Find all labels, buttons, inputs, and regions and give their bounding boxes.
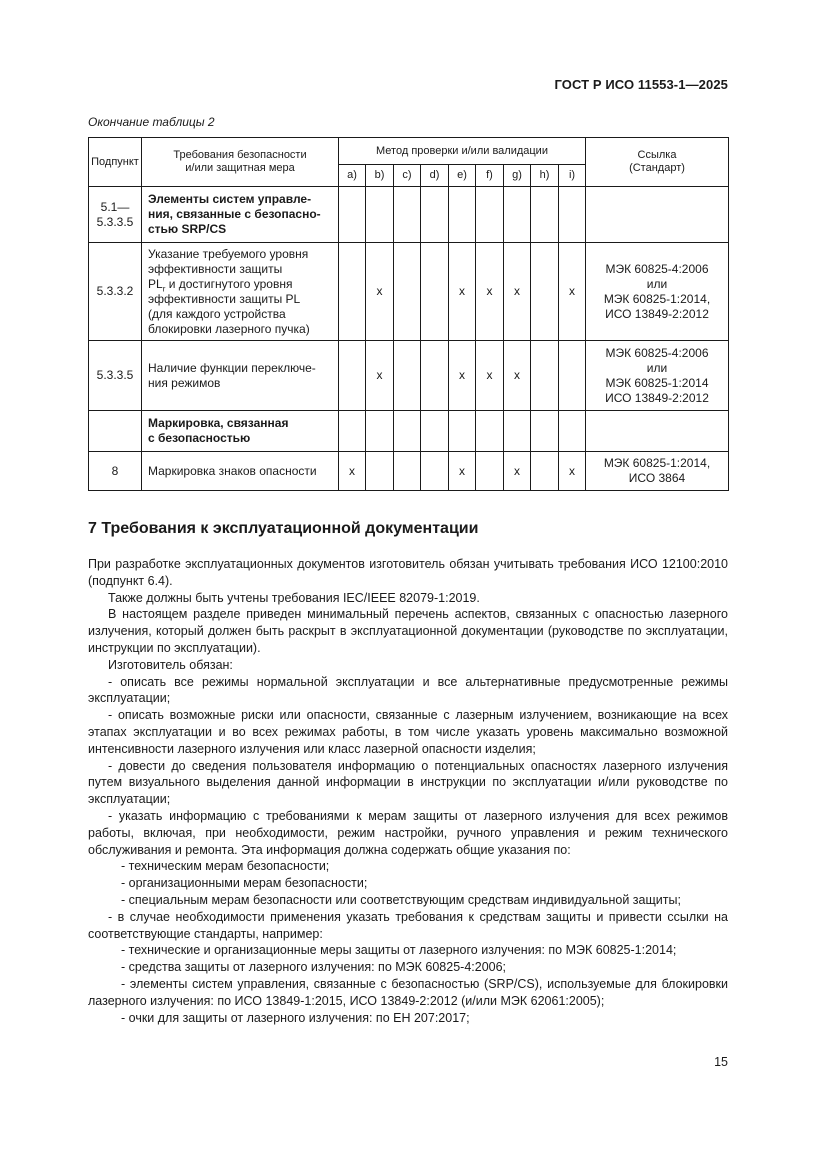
req-text: PL xyxy=(148,276,163,291)
mark-cell xyxy=(421,341,449,411)
row-reference xyxy=(586,187,729,243)
req-line: ния, связанные с безопасно- xyxy=(148,207,321,221)
ref-line: МЭК 60825-1:2014, xyxy=(603,291,711,306)
ref-line: МЭК 60825-1:2014, xyxy=(603,456,711,470)
ref-line: или xyxy=(646,276,668,291)
row-requirement xyxy=(142,187,339,243)
mark-cell: x xyxy=(504,243,531,341)
head-method-col: c) xyxy=(394,165,421,187)
sub-bullet-item: - средства защиты от лазерного излучения: по МЭК 60825-4:2006; xyxy=(121,960,507,975)
bullet-item: - довести до сведения пользователя информацию о потенциальных опасностях лазерного излучения путем визуального выделения данной информации в инструкции по эксплуатации и/или руководстве по эксплуатации; xyxy=(88,758,728,807)
mark-cell xyxy=(339,243,366,341)
ref-line: или xyxy=(646,360,668,375)
req-line: Маркировка знаков опасности xyxy=(148,463,317,478)
row-requirement xyxy=(142,243,339,341)
req-line: ния режимов xyxy=(148,375,221,390)
mark-cell xyxy=(421,243,449,341)
ref-line: ИСО 3864 xyxy=(628,471,686,485)
req-line: блокировки лазерного пучка) xyxy=(148,321,310,336)
head-method-col: h) xyxy=(531,165,559,187)
mark-cell xyxy=(339,341,366,411)
paragraph: Изготовитель обязан: xyxy=(108,657,233,672)
verification-table xyxy=(88,137,729,491)
mark-cell xyxy=(531,341,559,411)
paragraph: При разработке эксплуатационных документов изготовитель обязан учитывать требования ИСО 12100:2010 (подпункт 6.4). xyxy=(88,557,728,588)
row-requirement xyxy=(142,452,339,491)
table-caption: Окончание таблицы 2 xyxy=(88,115,215,129)
table-row xyxy=(89,341,729,411)
head-method-col: g) xyxy=(504,165,531,187)
ref-line: МЭК 60825-4:2006 xyxy=(605,261,709,276)
row-subclause: 5.3.3.5 xyxy=(89,341,142,411)
row-reference xyxy=(586,411,729,452)
mark-cell xyxy=(504,411,531,452)
mark-cell: x xyxy=(339,452,366,491)
head-method-col: i) xyxy=(559,165,586,187)
bullet-item: - описать возможные риски или опасности, связанные с лазерным излучением, возникающие на всех этапах эксплуатации и во всех режимах работы, в том числе указать уровень максимально возможной интенсивности лазерного излучения или класс лазерной опасности изделия; xyxy=(88,708,728,756)
mark-cell xyxy=(421,452,449,491)
req-line: эффективности защиты xyxy=(148,261,283,276)
mark-cell xyxy=(366,187,394,243)
mark-cell xyxy=(449,411,476,452)
ref-line: МЭК 60825-1:2014 xyxy=(605,375,709,390)
mark-cell xyxy=(559,341,586,411)
mark-cell: x xyxy=(449,243,476,341)
bullet-item: - указать информацию с требованиями к мерам защиты от лазерного излучения для всех режимов работы, включая, при необходимости, режим настройки, ручного управления и режим технического обслуживания и ремонта. Эта информация должна содержать общие указания по: xyxy=(88,808,728,857)
mark-cell xyxy=(394,187,421,243)
req-line: эффективности защиты PL xyxy=(148,291,301,306)
mark-cell xyxy=(339,187,366,243)
mark-cell xyxy=(531,411,559,452)
req-line: Наличие функции переключе- xyxy=(148,360,316,375)
mark-cell: x xyxy=(366,341,394,411)
mark-cell xyxy=(421,187,449,243)
mark-cell xyxy=(476,187,504,243)
mark-cell xyxy=(339,411,366,452)
req-line: Маркировка, связанная xyxy=(148,416,289,430)
req-text: и достигнутого уровня xyxy=(165,276,293,291)
row-reference xyxy=(586,243,729,341)
sub-bullet-item: - элементы систем управления, связанные с безопасностью (SRP/CS), используемые для блокировки лазерного излучения: по ИСО 13849-1:2015, ИСО 13849-2:2012 (и/или МЭК 62061:2005); xyxy=(88,976,728,1008)
mark-cell xyxy=(531,243,559,341)
mark-cell xyxy=(504,187,531,243)
row-requirement xyxy=(142,411,339,452)
mark-cell: x xyxy=(559,452,586,491)
row-subclause: 8 xyxy=(89,452,142,491)
table-row xyxy=(89,411,729,452)
row-subclause: 5.1—5.3.3.5 xyxy=(89,187,142,243)
mark-cell xyxy=(531,452,559,491)
mark-cell: x xyxy=(476,243,504,341)
table-row xyxy=(89,452,729,491)
head-reference xyxy=(586,138,729,187)
mark-cell xyxy=(421,411,449,452)
ref-line: ИСО 13849-2:2012 xyxy=(605,306,709,321)
row-subclause: 5.3.3.2 xyxy=(89,243,142,341)
head-method-col: a) xyxy=(339,165,366,187)
mark-cell: x xyxy=(504,452,531,491)
head-reference-line2: (Стандарт) xyxy=(629,162,685,174)
mark-cell xyxy=(476,452,504,491)
head-requirement xyxy=(142,138,339,187)
section-title: 7 Требования к эксплуатационной документации xyxy=(88,520,479,537)
paragraph: Также должны быть учтены требования IEC/IEEE 82079-1:2019. xyxy=(108,590,480,605)
table-row xyxy=(89,187,729,243)
mark-cell: x xyxy=(449,452,476,491)
ref-line: МЭК 60825-4:2006 xyxy=(605,345,709,360)
document-header: ГОСТ Р ИСО 11553-1—2025 xyxy=(554,77,728,92)
bullet-item: - описать все режимы нормальной эксплуатации и все альтернативные предусмотренные режимы эксплуатации; xyxy=(88,674,728,706)
sub-bullet-item: - организационными мерам безопасности; xyxy=(121,876,368,891)
mark-cell: x xyxy=(559,243,586,341)
mark-cell xyxy=(366,452,394,491)
sub-bullet-item: - специальным мерам безопасности или соответствующим средствам индивидуальной защиты; xyxy=(121,892,681,907)
sub-bullet-item: - очки для защиты от лазерного излучения: по ЕН 207:2017; xyxy=(121,1010,470,1025)
mark-cell xyxy=(449,187,476,243)
mark-cell xyxy=(559,187,586,243)
table-row xyxy=(89,243,729,341)
row-subclause xyxy=(89,411,142,452)
mark-cell xyxy=(394,452,421,491)
mark-cell xyxy=(476,411,504,452)
head-method-col: b) xyxy=(366,165,394,187)
head-method: Метод проверки и/или валидации xyxy=(339,138,586,165)
head-method-col: e) xyxy=(449,165,476,187)
mark-cell xyxy=(394,411,421,452)
req-subscript: r xyxy=(162,283,166,293)
head-reference-line1: Ссылка xyxy=(637,149,677,161)
mark-cell xyxy=(394,341,421,411)
head-method-col: f) xyxy=(476,165,504,187)
mark-cell: x xyxy=(476,341,504,411)
req-line: Элементы систем управле- xyxy=(148,192,312,206)
head-requirement-line1: Требования безопасности xyxy=(173,149,307,161)
paragraph: В настоящем разделе приведен минимальный перечень аспектов, связанных с опасностью лазерного излучения, который должен быть раскрыт в эксплуатационной документации (руководстве по эксплуатации, инструкции по эксплуатации). xyxy=(88,607,728,655)
sub-bullet-item: - технические и организационные меры защиты от лазерного излучения: по МЭК 60825-1:2014; xyxy=(121,943,677,958)
mark-cell xyxy=(366,411,394,452)
req-line: стью SRP/CS xyxy=(148,222,227,236)
req-line: с безопасностью xyxy=(148,431,251,445)
req-line: Указание требуемого уровня xyxy=(148,246,309,261)
row-reference xyxy=(586,452,729,491)
sub-bullet-item: - техническим мерам безопасности; xyxy=(121,859,330,874)
mark-cell: x xyxy=(449,341,476,411)
row-requirement xyxy=(142,341,339,411)
page-number: 15 xyxy=(714,1055,728,1069)
req-line: (для каждого устройства xyxy=(148,306,286,321)
head-method-col: d) xyxy=(421,165,449,187)
row-reference xyxy=(586,341,729,411)
bullet-item: - в случае необходимости применения указать требования к средствам защиты и привести ссылки на соответствующие стандарты, например: xyxy=(88,909,728,941)
mark-cell xyxy=(394,243,421,341)
mark-cell: x xyxy=(504,341,531,411)
head-subclause: Подпункт xyxy=(89,138,142,187)
head-requirement-line2: и/или защитная мера xyxy=(185,162,295,174)
req-line xyxy=(148,277,332,292)
mark-cell xyxy=(531,187,559,243)
mark-cell xyxy=(559,411,586,452)
ref-line: ИСО 13849-2:2012 xyxy=(605,390,709,405)
mark-cell: x xyxy=(366,243,394,341)
section-body xyxy=(88,556,728,1026)
